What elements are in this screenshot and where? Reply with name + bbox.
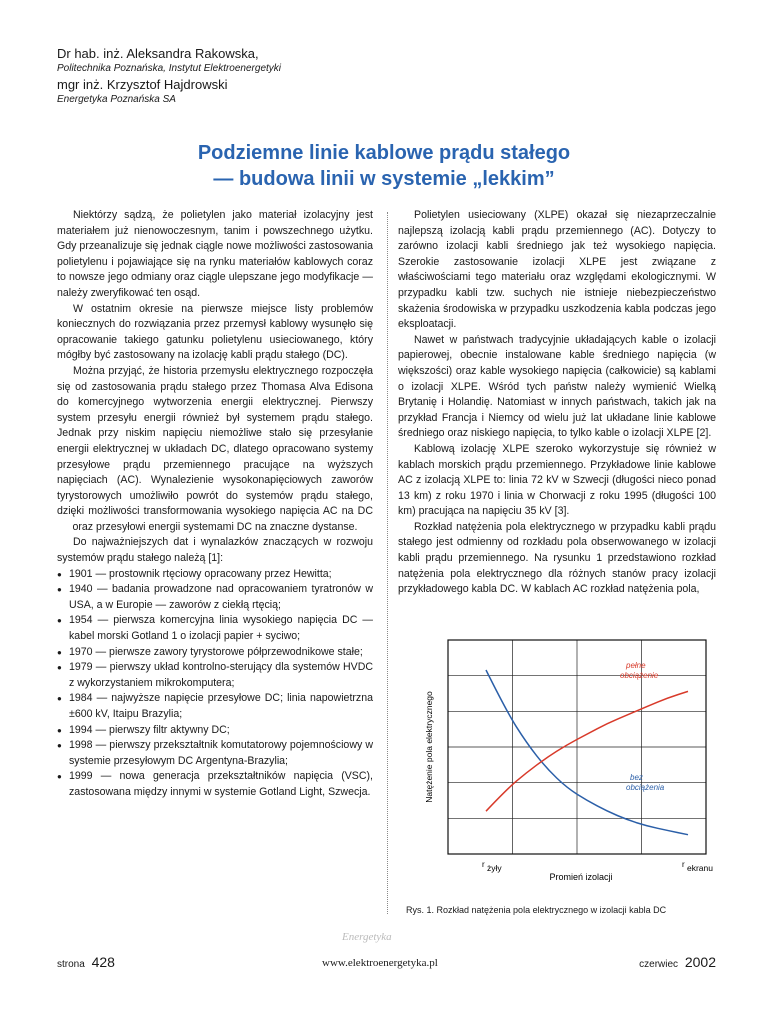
paragraph: Niektórzy sądzą, że polietylen jako materiał izolacyjny jest materiałem już nienowoczesnym, tanim i powszechnego użytku. Gdy przeanalizuje się jednak ciągle nowe możliwości zastosowania polietylenu i pojawiające się na rynku materiałów kablowych coraz to nowsze jego odmiany oraz ciągle ulepszane jego modyfikacje — należy zweryfikować ten osąd. [57, 209, 373, 299]
right-column [398, 208, 716, 598]
authors-block [57, 45, 557, 107]
footer-date [639, 954, 716, 970]
y-axis-label: Natężenie pola elektrycznego [424, 691, 434, 803]
paragraph: Kablową izolację XLPE szeroko wykorzystuje się również w kablach morskich prądu przemiennego. Przykładowe linie kablowe AC z izolacją XLPE to: linia 72 kV w Szwecji (długości nieco ponad 13 km) z roku 1970 i linia w Chorwacji z roku 1995 (długości 100 km) pracująca na napięciu 35 kV [3]. [398, 442, 716, 518]
paragraph: W ostatnim okresie na pierwsze miejsce listy problemów koniecznych do rozwiązania przez przemysł kablowy wysunęło się opracowanie takiego gatunku polietylenu usieciowanego, który mógłby być zastosowany na izolację kabli prądu stałego (DC). [57, 302, 373, 362]
issue-month: czerwiec [639, 959, 679, 970]
list-item: ● 1999 — nowa generacja przekształtników napięcia (VSC), zastosowana między innymi w systemie Gotland Light, Szwecja. [57, 769, 373, 800]
author-name: Dr hab. inż. Aleksandra Rakowska, [57, 46, 259, 61]
paragraph: Można przyjąć, że historia przemysłu elektrycznego rozpoczęła się od zastosowania prądu stałego przez Thomasa Alva Edisona do komercyjnego wytworzenia energii elektrycznej. Pierwszy system przesyłu energii również był systemem prądu stałego. Jednak przy niskim napięciu niemożliwe stało się przesyłanie energii elektrycznej w układach DC, dlatego opracowano systemy przesyłowe prądu przemiennego pracujące na wyższych napięciach (AC). Wynalezienie wysokonapięciowych zaworów tyrystorowych umożliwiło powrót do systemów prądu stałego, dzięki możliwości transformowania wysokiego napięcia AC na DC oraz przesyłowi energii systemami DC na znaczne dystanse. [57, 364, 373, 533]
list-item: ● 1954 — pierwsza komercyjna linia wysokiego napięcia DC — kabel morski Gotland 1 o izolacji papier + syciwo; [57, 613, 373, 644]
curve-no-load [486, 670, 688, 835]
series-label-no-load: bez [630, 773, 643, 782]
paragraph: Rozkład natężenia pola elektrycznego w przypadku kabli prądu stałego jest odmienny od rozkładu pola obserwowanego w izolacji kabli prądu przemiennego. Na rysunku 1 przedstawiono rozkład natężenia pola elektrycznego dla różnych stanów pracy izolacji przykładowego kabla DC. W kablach AC rozkład natężenia pola, [398, 520, 716, 596]
paragraph: Nawet w państwach tradycyjnie układających kable o izolacji papierowej, obecnie instalowane kable średniego napięcia (w większości) oraz kable wysokiego napięcia (całkowicie) są kablami o izolacji XLPE. Wśród tych państw należy wymienić Wielką Brytanię i Holandię. Natomiast w innych państwach, takich jak na przykład Francja i Niemcy od wielu już lat układane linie kablowe średniego oraz niskiego napięcia, to tylko kable o izolacji XLPE [2]. [398, 333, 716, 440]
footer-page [57, 954, 115, 970]
article-title [0, 140, 768, 192]
list-item: ● 1994 — pierwszy filtr aktywny DC; [57, 723, 373, 739]
x-tick-r-symbol: r [482, 860, 485, 869]
field-distribution-chart [418, 632, 716, 908]
author-affiliation: Energetyka Poznańska SA [57, 94, 176, 105]
title-line-1: Podziemne linie kablowe prądu stałego [197, 142, 571, 164]
paragraph: Polietylen usieciowany (XLPE) okazał się niezaprzeczalnie najlepszą izolacją kabli prądu przemiennego (AC). Dotyczy to zarówno izolacji kabli średniego jak też wysokiego napięcia. Szerokie zastosowanie izolacji XLPE jest związane z właściwościami tego materiału oraz względami ekologicznymi. W przypadku kabli tzw. suchych nie istnieje niebezpieczeństwo skażenia środowiska w przypadku uszkodzenia kabla podczas jego eksploatacji. [398, 209, 716, 331]
left-column [57, 208, 373, 801]
list-item: ● 1984 — najwyższe napięcie przesyłowe DC; linia napowietrzna ±600 kV, Itaipu Brazylia; [57, 691, 373, 722]
x-tick-r-core: żyły [487, 863, 502, 873]
footer-url[interactable]: www.elektroenergetyka.pl [322, 957, 438, 969]
series-label-full-load: pełne [626, 661, 646, 670]
page-footer [0, 954, 768, 974]
series-label-no-load: obciążenia [626, 783, 665, 792]
x-tick-r-screen: ekranu [687, 863, 713, 873]
paragraph: Do najważniejszych dat i wynalazków znaczących w rozwoju systemów prądu stałego należą [1]: [57, 536, 373, 565]
curve-full-load [486, 691, 688, 811]
watermark-logo: Energetyka [342, 931, 392, 943]
x-axis-label: Promień izolacji [549, 872, 613, 882]
author-name: mgr inż. Krzysztof Hajdrowski [57, 77, 228, 92]
timeline-list [57, 567, 373, 801]
column-divider [387, 212, 388, 914]
page-number: 428 [91, 954, 115, 970]
author-affiliation: Politechnika Poznańska, Instytut Elektroenergetyki [57, 63, 282, 74]
list-item: ● 1940 — badania prowadzone nad opracowaniem tyratronów w USA, a w Europie — zaworów z ciekłą rtęcią; [57, 582, 373, 613]
x-tick-r-symbol: r [682, 860, 685, 869]
list-item: ● 1970 — pierwsze zawory tyrystorowe półprzewodnikowe stałe; [57, 645, 373, 661]
title-line-2: — budowa linii w systemie „lekkim” [213, 168, 555, 190]
figure-caption: Rys. 1. Rozkład natężenia pola elektrycznego w izolacji kabla DC [406, 905, 667, 915]
list-item: ● 1979 — pierwszy układ kontrolno-sterujący dla systemów HVDC z wykorzystaniem mikrokomputera; [57, 660, 373, 691]
page-label: strona [57, 959, 85, 970]
list-item: ● 1901 — prostownik rtęciowy opracowany przez Hewitta; [57, 567, 373, 583]
series-label-full-load: obciążenie [620, 671, 659, 680]
list-item: ● 1998 — pierwszy przekształtnik komutatorowy pojemnościowy w systemie przesyłowym DC Argentyna-Brazylia; [57, 738, 373, 769]
issue-year: 2002 [684, 954, 716, 970]
